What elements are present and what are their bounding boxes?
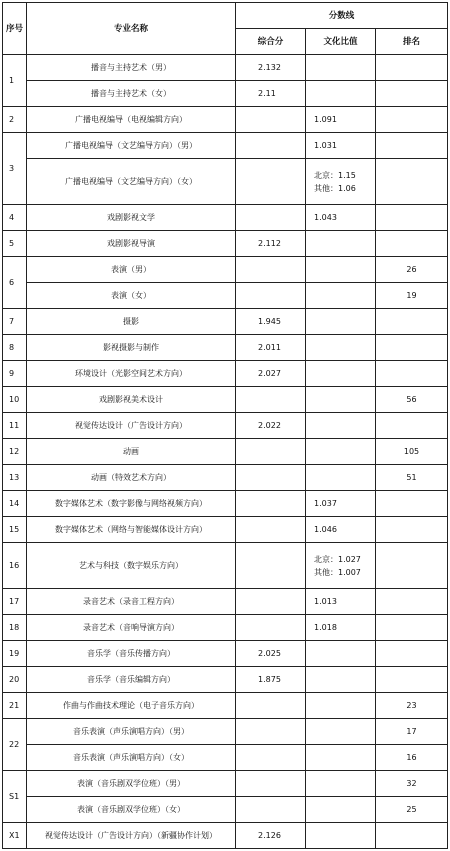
cell-culture xyxy=(306,719,376,745)
table-row xyxy=(3,745,448,771)
cell-major: 音乐表演（声乐演唱方向）（女） xyxy=(27,745,236,771)
cell-culture xyxy=(306,693,376,719)
table-row xyxy=(3,335,448,361)
cell-culture: 1.046 xyxy=(306,517,376,543)
cell-major: 数字媒体艺术（数字影像与网络视频方向） xyxy=(27,491,236,517)
cell-no: 5 xyxy=(3,231,27,257)
cell-culture xyxy=(306,465,376,491)
cell-rank: 32 xyxy=(376,771,448,797)
cell-no: 13 xyxy=(3,465,27,491)
table-row xyxy=(3,641,448,667)
cell-major: 作曲与作曲技术理论（电子音乐方向） xyxy=(27,693,236,719)
cell-rank xyxy=(376,361,448,387)
cell-major: 广播电视编导（电视编辑方向） xyxy=(27,107,236,133)
cell-culture xyxy=(306,641,376,667)
cell-rank xyxy=(376,517,448,543)
cell-no: 16 xyxy=(3,543,27,589)
table-row xyxy=(3,667,448,693)
cell-major: 表演（音乐剧双学位班）（女） xyxy=(27,797,236,823)
cell-culture xyxy=(306,361,376,387)
cell-no: 9 xyxy=(3,361,27,387)
cell-culture xyxy=(306,283,376,309)
cell-no: X1 xyxy=(3,823,27,849)
cell-composite: 2.126 xyxy=(236,823,306,849)
cell-composite: 2.11 xyxy=(236,81,306,107)
cell-major: 艺术与科技（数字娱乐方向） xyxy=(27,543,236,589)
cell-rank xyxy=(376,159,448,205)
cell-major: 录音艺术（录音工程方向） xyxy=(27,589,236,615)
table-row xyxy=(3,55,448,81)
cell-rank: 17 xyxy=(376,719,448,745)
cell-composite: 2.025 xyxy=(236,641,306,667)
cell-rank xyxy=(376,205,448,231)
cell-major: 录音艺术（音响导演方向） xyxy=(27,615,236,641)
cell-culture xyxy=(306,413,376,439)
cell-no: 8 xyxy=(3,335,27,361)
cell-rank: 16 xyxy=(376,745,448,771)
cell-culture: 1.018 xyxy=(306,615,376,641)
cell-major: 表演（音乐剧双学位班）（男） xyxy=(27,771,236,797)
table-row xyxy=(3,693,448,719)
cell-major: 音乐表演（声乐演唱方向）（男） xyxy=(27,719,236,745)
score-table xyxy=(2,2,448,849)
cell-major: 播音与主持艺术（男） xyxy=(27,55,236,81)
cell-composite xyxy=(236,133,306,159)
cell-culture xyxy=(306,745,376,771)
cell-composite xyxy=(236,615,306,641)
cell-culture: 1.091 xyxy=(306,107,376,133)
table-row xyxy=(3,797,448,823)
cell-composite xyxy=(236,517,306,543)
cell-rank xyxy=(376,81,448,107)
cell-rank xyxy=(376,823,448,849)
cell-major: 广播电视编导（文艺编导方向）（男） xyxy=(27,133,236,159)
cell-major: 表演（男） xyxy=(27,257,236,283)
cell-no: 7 xyxy=(3,309,27,335)
cell-rank xyxy=(376,107,448,133)
cell-culture xyxy=(306,667,376,693)
cell-composite xyxy=(236,257,306,283)
cell-major: 摄影 xyxy=(27,309,236,335)
cell-composite: 2.027 xyxy=(236,361,306,387)
cell-rank xyxy=(376,589,448,615)
cell-culture xyxy=(306,257,376,283)
cell-rank: 51 xyxy=(376,465,448,491)
cell-major: 视觉传达设计（广告设计方向） xyxy=(27,413,236,439)
cell-composite xyxy=(236,491,306,517)
cell-rank: 105 xyxy=(376,439,448,465)
cell-major: 环境设计（光影空间艺术方向） xyxy=(27,361,236,387)
cell-no: 11 xyxy=(3,413,27,439)
cell-major: 影视摄影与制作 xyxy=(27,335,236,361)
table-row xyxy=(3,159,448,205)
table-row xyxy=(3,107,448,133)
table-row xyxy=(3,491,448,517)
cell-culture xyxy=(306,309,376,335)
table-row xyxy=(3,439,448,465)
cell-rank xyxy=(376,641,448,667)
cell-composite xyxy=(236,283,306,309)
cell-culture: 1.013 xyxy=(306,589,376,615)
table-row xyxy=(3,589,448,615)
cell-culture xyxy=(306,231,376,257)
cell-major: 视觉传达设计（广告设计方向）（新疆协作计划） xyxy=(27,823,236,849)
cell-major: 音乐学（音乐传播方向） xyxy=(27,641,236,667)
cell-composite xyxy=(236,205,306,231)
cell-culture xyxy=(306,823,376,849)
table-row xyxy=(3,517,448,543)
cell-major: 数字媒体艺术（网络与智能媒体设计方向） xyxy=(27,517,236,543)
cell-no: 2 xyxy=(3,107,27,133)
table-row xyxy=(3,361,448,387)
cell-no: 12 xyxy=(3,439,27,465)
cell-major: 动画（特效艺术方向） xyxy=(27,465,236,491)
cell-culture xyxy=(306,439,376,465)
table-row xyxy=(3,257,448,283)
cell-culture: 1.031 xyxy=(306,133,376,159)
cell-major: 戏剧影视导演 xyxy=(27,231,236,257)
cell-rank: 23 xyxy=(376,693,448,719)
cell-composite: 1.875 xyxy=(236,667,306,693)
cell-no: 4 xyxy=(3,205,27,231)
cell-no: 3 xyxy=(3,133,27,205)
cell-composite xyxy=(236,465,306,491)
cell-culture: 1.037 xyxy=(306,491,376,517)
cell-culture xyxy=(306,771,376,797)
cell-no: 15 xyxy=(3,517,27,543)
cell-rank xyxy=(376,543,448,589)
cell-rank: 26 xyxy=(376,257,448,283)
cell-no: 1 xyxy=(3,55,27,107)
table-row xyxy=(3,615,448,641)
cell-no: S1 xyxy=(3,771,27,823)
cell-culture xyxy=(306,335,376,361)
cell-no: 10 xyxy=(3,387,27,413)
header-no: 序号 xyxy=(3,3,27,55)
cell-no: 19 xyxy=(3,641,27,667)
cell-composite: 2.132 xyxy=(236,55,306,81)
table-row xyxy=(3,543,448,589)
cell-composite xyxy=(236,745,306,771)
table-row xyxy=(3,309,448,335)
cell-composite xyxy=(236,107,306,133)
table-row xyxy=(3,81,448,107)
table-row xyxy=(3,719,448,745)
cell-composite xyxy=(236,693,306,719)
cell-composite xyxy=(236,387,306,413)
cell-composite xyxy=(236,159,306,205)
table-row xyxy=(3,465,448,491)
cell-no: 17 xyxy=(3,589,27,615)
cell-major: 戏剧影视美术设计 xyxy=(27,387,236,413)
cell-composite xyxy=(236,543,306,589)
table-row xyxy=(3,231,448,257)
cell-rank xyxy=(376,491,448,517)
cell-rank xyxy=(376,309,448,335)
table-row xyxy=(3,413,448,439)
cell-rank xyxy=(376,615,448,641)
cell-rank xyxy=(376,55,448,81)
cell-major: 音乐学（音乐编辑方向） xyxy=(27,667,236,693)
cell-rank xyxy=(376,231,448,257)
cell-major: 广播电视编导（文艺编导方向）（女） xyxy=(27,159,236,205)
cell-composite: 2.011 xyxy=(236,335,306,361)
table-row xyxy=(3,283,448,309)
cell-composite xyxy=(236,797,306,823)
cell-composite: 1.945 xyxy=(236,309,306,335)
cell-major: 戏剧影视文学 xyxy=(27,205,236,231)
cell-major: 动画 xyxy=(27,439,236,465)
header-major: 专业名称 xyxy=(27,3,236,55)
cell-composite xyxy=(236,439,306,465)
cell-composite xyxy=(236,771,306,797)
cell-culture: 1.043 xyxy=(306,205,376,231)
cell-culture xyxy=(306,387,376,413)
table-row xyxy=(3,771,448,797)
cell-culture: 北京：1.15 其他：1.06 xyxy=(306,159,376,205)
cell-rank: 56 xyxy=(376,387,448,413)
table-row xyxy=(3,823,448,849)
cell-rank xyxy=(376,667,448,693)
table-row xyxy=(3,205,448,231)
header-score-line: 分数线 xyxy=(236,3,448,29)
cell-rank xyxy=(376,413,448,439)
cell-rank: 19 xyxy=(376,283,448,309)
cell-no: 20 xyxy=(3,667,27,693)
cell-no: 21 xyxy=(3,693,27,719)
cell-major: 播音与主持艺术（女） xyxy=(27,81,236,107)
cell-major: 表演（女） xyxy=(27,283,236,309)
table-row xyxy=(3,387,448,413)
cell-composite xyxy=(236,589,306,615)
cell-culture: 北京：1.027 其他：1.007 xyxy=(306,543,376,589)
cell-culture xyxy=(306,797,376,823)
cell-composite: 2.112 xyxy=(236,231,306,257)
cell-no: 6 xyxy=(3,257,27,309)
cell-rank xyxy=(376,133,448,159)
cell-composite: 2.022 xyxy=(236,413,306,439)
cell-no: 18 xyxy=(3,615,27,641)
header-culture: 文化比值 xyxy=(306,29,376,55)
cell-no: 14 xyxy=(3,491,27,517)
cell-no: 22 xyxy=(3,719,27,771)
cell-rank xyxy=(376,335,448,361)
header-rank: 排名 xyxy=(376,29,448,55)
cell-culture xyxy=(306,55,376,81)
cell-rank: 25 xyxy=(376,797,448,823)
cell-composite xyxy=(236,719,306,745)
cell-culture xyxy=(306,81,376,107)
table-row xyxy=(3,133,448,159)
header-composite: 综合分 xyxy=(236,29,306,55)
